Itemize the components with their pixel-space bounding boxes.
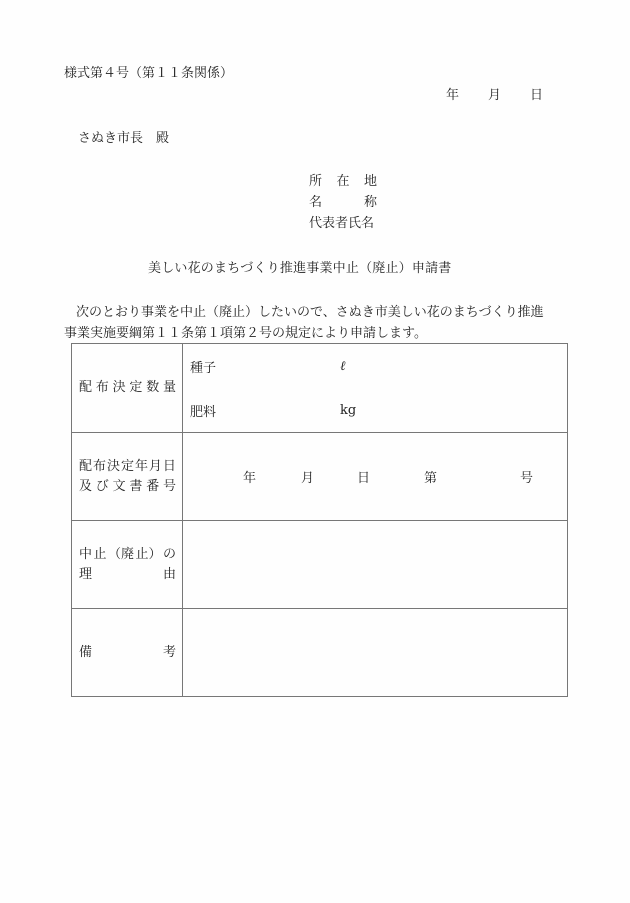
date-month-label: 月 — [488, 88, 502, 103]
table-row-remarks — [72, 609, 568, 697]
label-char: 止 — [93, 546, 107, 562]
decision-date-label — [72, 457, 182, 497]
table-row-reason — [72, 521, 568, 609]
date-number-line — [183, 467, 567, 486]
fertilizer-label: 肥料 — [190, 404, 217, 420]
date-line — [446, 88, 543, 104]
label-cell — [72, 433, 183, 521]
label-char: （廃 — [107, 546, 134, 562]
label-char: 定 — [129, 380, 143, 395]
body-line-1: 次のとおり事業を中止（廃止）したいので、さぬき市美しい花のまちづくり推進 — [76, 305, 544, 320]
quantity-cell[interactable] — [183, 344, 568, 433]
form-number: 様式第４号（第１１条関係） — [64, 66, 234, 81]
fertilizer-quantity-field[interactable] — [183, 388, 567, 432]
label-text: 代表者氏名 — [309, 216, 375, 231]
label-line — [79, 565, 176, 585]
label-char: 号 — [162, 478, 176, 494]
label-char: 備 — [79, 644, 93, 660]
label-char: 在 — [336, 174, 350, 189]
remarks-label — [72, 643, 182, 663]
label-cell — [72, 344, 183, 433]
name-label — [309, 195, 377, 216]
address-label — [309, 174, 377, 195]
label-char: び — [95, 478, 109, 494]
year-label: 年 — [243, 471, 257, 486]
label-line — [79, 545, 176, 565]
label-char: 考 — [162, 644, 176, 660]
label-char: 量 — [162, 380, 176, 395]
label-char: 年 — [134, 458, 148, 474]
fertilizer-unit: kg — [340, 402, 357, 418]
label-char: の — [162, 546, 176, 562]
label-cell — [72, 521, 183, 609]
decision-date-field[interactable] — [183, 433, 568, 521]
label-char: 由 — [162, 566, 176, 582]
label-char: 理 — [79, 566, 93, 582]
label-line — [79, 477, 176, 497]
label-char: 布 — [95, 380, 109, 395]
label-char: 地 — [363, 174, 377, 189]
label-char: 数 — [146, 380, 160, 395]
label-char: 称 — [363, 195, 377, 210]
day-label: 日 — [357, 471, 371, 486]
body-line-2: 事業実施要綱第１１条第１項第２号の規定により申請します。 — [64, 326, 427, 341]
reason-field[interactable] — [183, 521, 568, 609]
label-char: 定 — [120, 458, 134, 474]
label-char: 月 — [148, 458, 162, 474]
remarks-field[interactable] — [183, 609, 568, 697]
number-prefix-label: 第 — [424, 471, 438, 486]
label-char: 所 — [309, 174, 323, 189]
label-char: 決 — [106, 458, 120, 474]
label-char: 決 — [112, 380, 126, 395]
reason-label — [72, 545, 182, 585]
table-row-distribution-quantity — [72, 344, 568, 433]
body-text — [64, 302, 544, 344]
label-line — [79, 457, 176, 477]
month-label: 月 — [301, 471, 315, 486]
seed-unit: ℓ — [340, 359, 346, 374]
label-char: 配 — [79, 380, 93, 395]
date-year-label: 年 — [446, 88, 460, 103]
label-char: 中 — [79, 546, 93, 562]
label-char: 番 — [146, 478, 160, 494]
label-char: 文 — [112, 478, 126, 494]
label-char: 配 — [79, 458, 93, 474]
label-char: 名 — [309, 195, 323, 210]
number-suffix-label: 号 — [520, 471, 534, 486]
label-char: 及 — [79, 478, 93, 494]
distribution-quantity-label — [72, 378, 182, 398]
label-char: 布 — [92, 458, 106, 474]
label-char: 止） — [135, 546, 162, 562]
seed-label: 種子 — [190, 360, 217, 376]
label-cell — [72, 609, 183, 697]
label-char: 書 — [129, 478, 143, 494]
date-day-label: 日 — [530, 88, 544, 103]
representative-label — [309, 216, 377, 237]
label-char: 日 — [162, 458, 176, 474]
form-table — [71, 343, 568, 697]
seed-quantity-field[interactable] — [183, 344, 567, 388]
addressee: さぬき市長 殿 — [78, 131, 170, 146]
document-title: 美しい花のまちづくり推進事業中止（廃止）申請書 — [148, 261, 452, 276]
table-row-decision-date — [72, 433, 568, 521]
applicant-block — [309, 174, 377, 237]
